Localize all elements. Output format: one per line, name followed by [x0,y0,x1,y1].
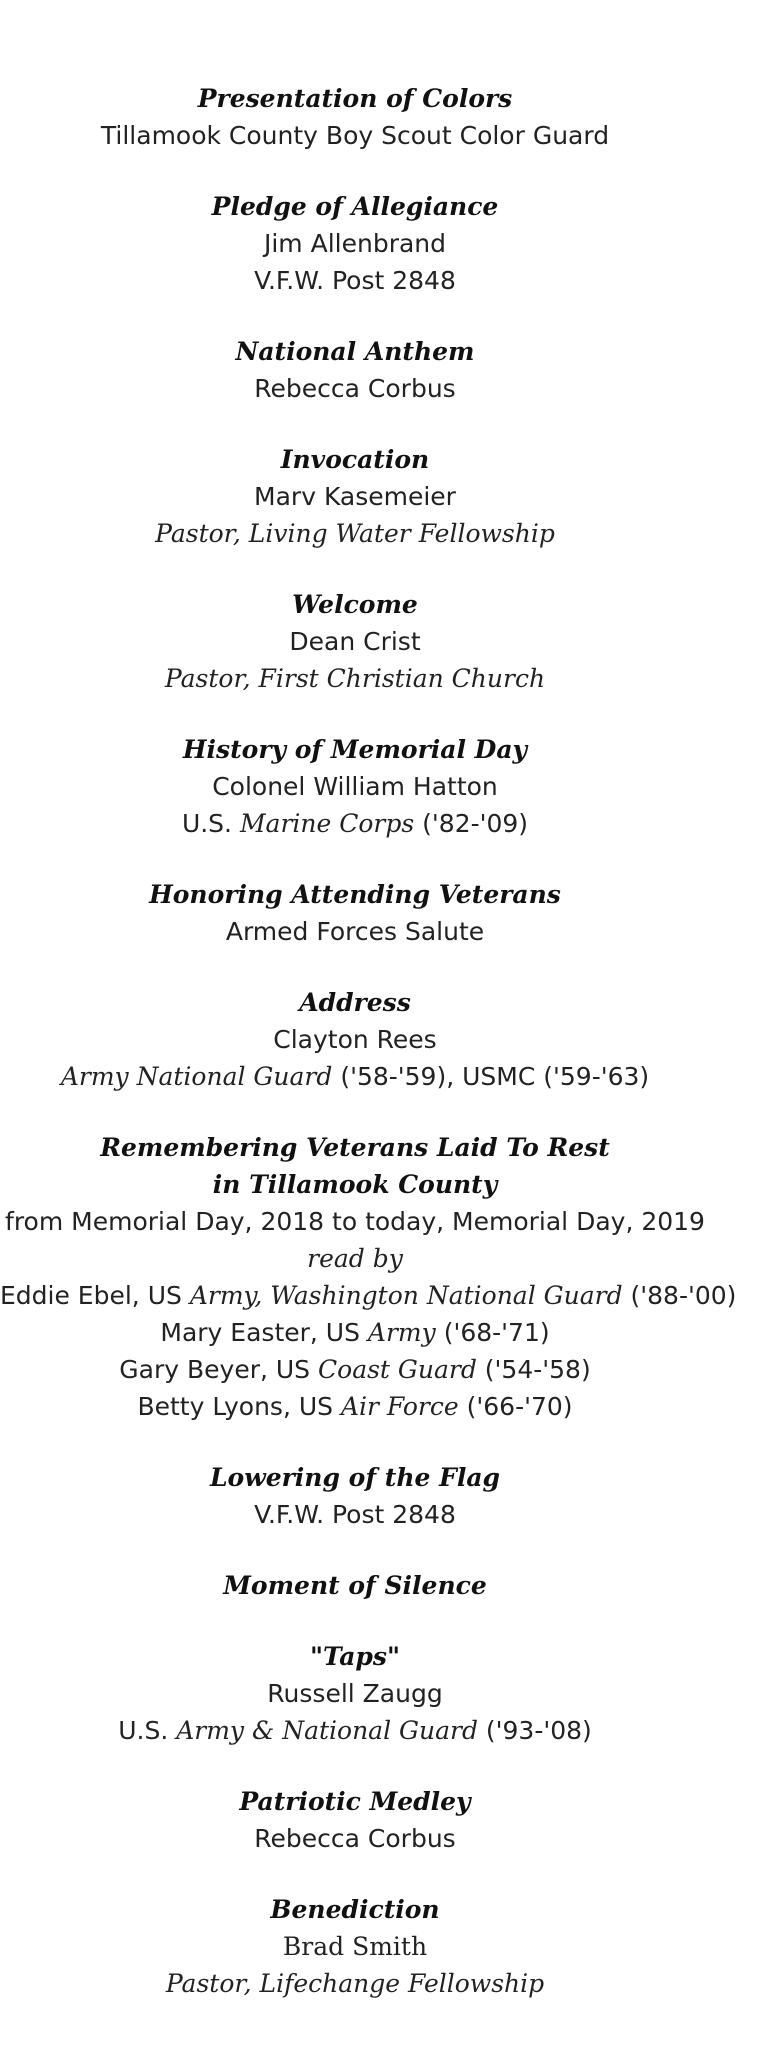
item-heading: Welcome [292,590,418,619]
affiliation-branch: Army & National Guard [176,1716,478,1745]
item-heading: Presentation of Colors [197,84,513,113]
program-item-honoring-veterans [0,876,710,950]
item-heading: Lowering of the Flag [209,1463,501,1492]
reader-name: Gary Beyer, US [119,1355,319,1384]
item-heading: Honoring Attending Veterans [149,880,561,909]
reader-branch: Air Force [340,1392,459,1421]
item-performer: Rebecca Corbus [254,374,456,403]
program-item-taps [0,1638,710,1749]
item-heading: "Taps" [309,1642,400,1671]
item-date-range: from Memorial Day, 2018 to today, Memorial Day, 2019 [5,1207,705,1236]
item-affiliation [0,805,710,842]
program-item-benediction [0,1891,710,2002]
reader-line [0,1277,737,1314]
item-heading: Invocation [280,445,430,474]
program-item-national-anthem [0,333,710,407]
item-heading-continued: in Tillamook County [212,1170,498,1199]
affiliation-prefix: U.S. [181,809,240,838]
affiliation-branch: Army National Guard [60,1062,333,1091]
affiliation-years: ('58-'59), USMC ('59-'63) [332,1062,650,1091]
program-item-presentation-of-colors [0,80,710,154]
reader-branch: Coast Guard [318,1355,477,1384]
program-item-welcome [0,586,710,697]
reader-name: Betty Lyons, US [137,1392,341,1421]
item-performer: Brad Smith [282,1932,428,1961]
item-affiliation: V.F.W. Post 2848 [254,266,456,295]
program-item-pledge [0,188,710,299]
affiliation-prefix: U.S. [118,1716,177,1745]
item-performer: Russell Zaugg [267,1679,443,1708]
reader-years: ('88-'00) [622,1281,737,1310]
item-performer: Jim Allenbrand [263,229,447,258]
item-performer: Rebecca Corbus [254,1824,456,1853]
item-affiliation: Pastor, Living Water Fellowship [155,519,555,548]
item-performer: Tillamook County Boy Scout Color Guard [100,121,610,150]
program-item-address [0,984,710,1095]
program-item-invocation [0,441,710,552]
affiliation-years: ('93-'08) [477,1716,592,1745]
item-heading: Benediction [270,1895,440,1924]
item-performer: Marv Kasemeier [254,482,456,511]
item-performer: Clayton Rees [273,1025,437,1054]
reader-branch: Army [367,1318,436,1347]
reader-line [0,1314,710,1351]
item-heading: Pledge of Allegiance [211,192,499,221]
reader-name: Mary Easter, US [160,1318,368,1347]
item-performer: Armed Forces Salute [225,917,485,946]
reader-name: Eddie Ebel, US [0,1281,190,1310]
affiliation-branch: Marine Corps [239,809,415,838]
item-heading: Patriotic Medley [239,1787,471,1816]
item-heading: Remembering Veterans Laid To Rest [100,1133,610,1162]
item-heading: National Anthem [235,337,475,366]
item-heading: Address [299,988,411,1017]
item-affiliation [0,1058,710,1095]
program-item-patriotic-medley [0,1783,710,1857]
reader-line [0,1388,710,1425]
item-heading: History of Memorial Day [182,735,528,764]
item-affiliation [0,1712,710,1749]
reader-years: ('54-'58) [476,1355,591,1384]
reader-branch: Army, Washington National Guard [189,1281,623,1310]
program-item-remembering-veterans [0,1129,737,1425]
program-item-lowering-flag [0,1459,710,1533]
memorial-day-program [0,80,737,2036]
item-performer: Dean Crist [289,627,421,656]
reader-years: ('68-'71) [435,1318,550,1347]
item-performer: V.F.W. Post 2848 [254,1500,456,1529]
reader-line [0,1351,710,1388]
item-heading: Moment of Silence [223,1571,487,1600]
reader-years: ('66-'70) [458,1392,573,1421]
item-performer: Colonel William Hatton [212,772,498,801]
affiliation-years: ('82-'09) [414,809,529,838]
item-affiliation: Pastor, Lifechange Fellowship [165,1969,545,1998]
read-by-label: read by [307,1244,403,1273]
program-item-history [0,731,710,842]
program-item-moment-of-silence [0,1567,710,1604]
item-affiliation: Pastor, First Christian Church [164,664,546,693]
